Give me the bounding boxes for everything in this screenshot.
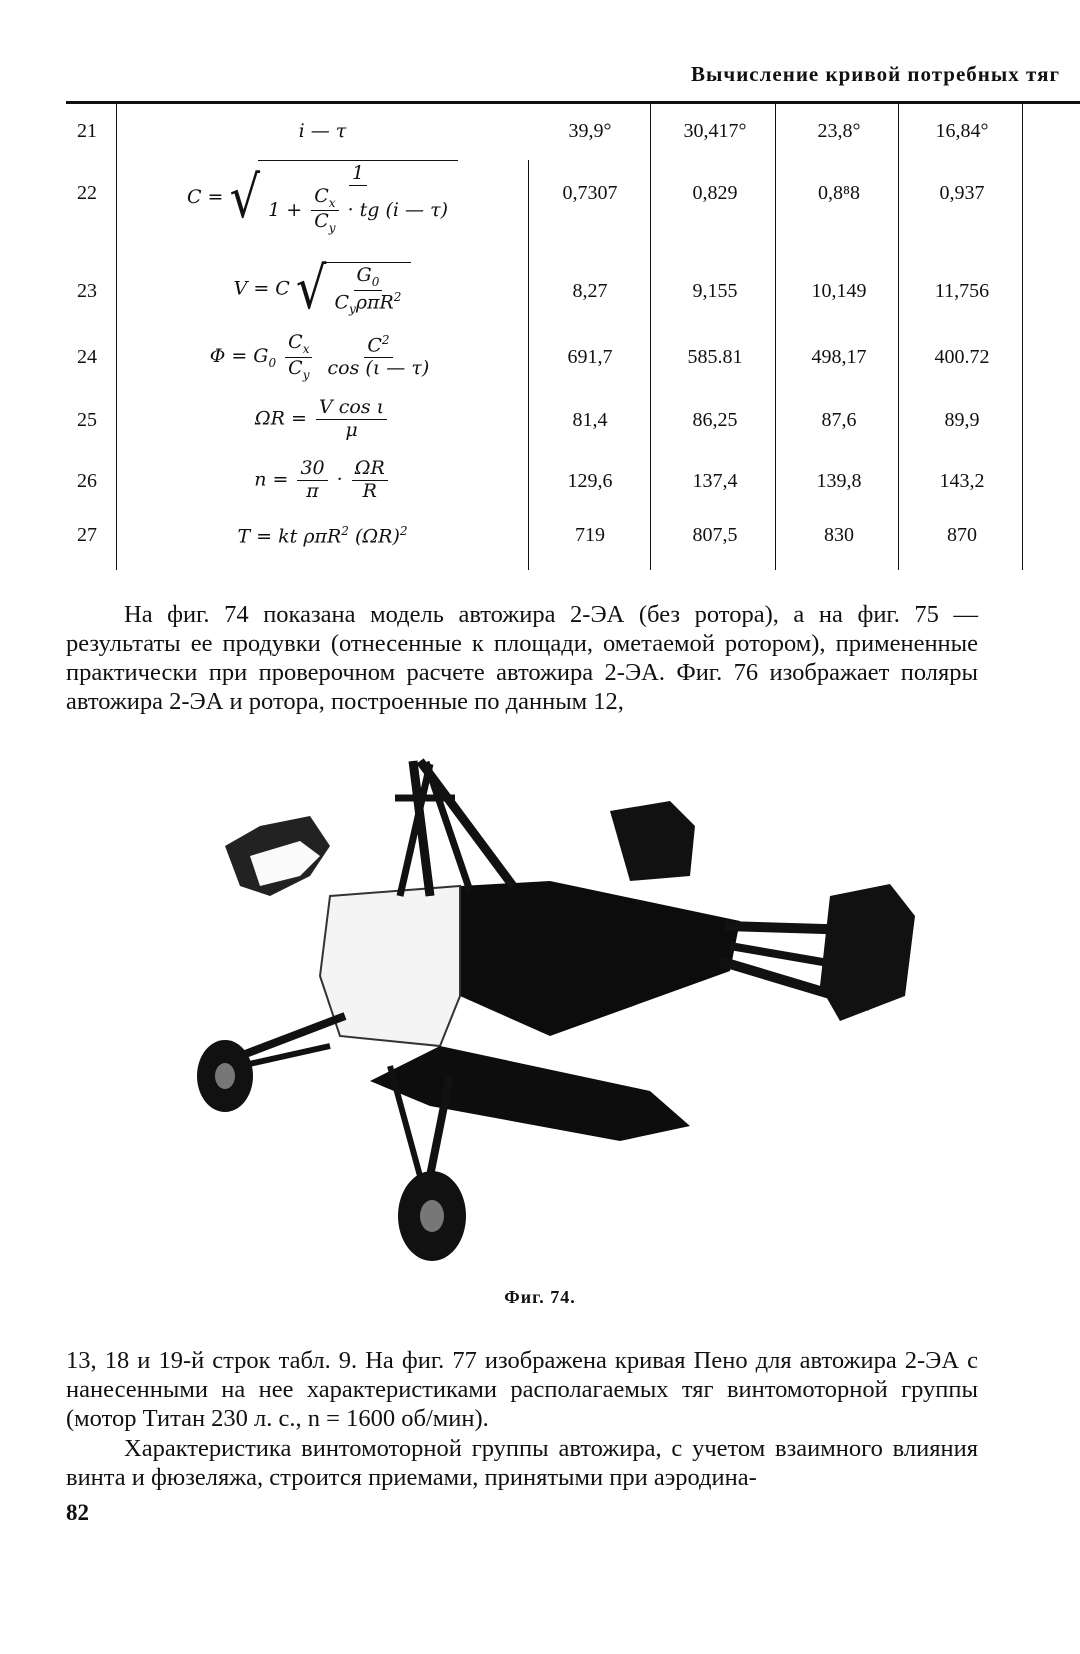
table-cell: 719: [575, 524, 605, 546]
body-paragraph: 13, 18 и 19-й строк табл. 9. На фиг. 77 изображена кривая Пено для автожира 2-ЭА с нанесенными на нее характеристиками располагаемых тяг винтомоторной группы (мотор Титан 230 л. с., n = 1600 об/мин).: [66, 1347, 978, 1432]
table-column-rule: [898, 104, 899, 570]
body-paragraph: Характеристика винтомоторной группы автожира, с учетом взаимного влияния винта и фюзеляжа, строится приемами, принятыми при аэродина-: [66, 1435, 978, 1491]
running-head: Вычисление кривой потребных тяг: [690, 62, 1060, 86]
fuselage: [460, 881, 740, 1036]
row-formula: ΩR = $\frac{\text{V cos ι}}{\mu}$: [120, 397, 525, 442]
table-cell: 9,155: [692, 280, 738, 302]
table-cell: 16,84°: [935, 120, 989, 142]
row-formula: T = kt ρπR$^2$ $(\Omega R)^2$: [237, 524, 408, 548]
row-formula: i — τ: [298, 120, 347, 142]
row-number: 22: [77, 182, 97, 204]
table-cell: 137,4: [692, 470, 738, 492]
table-cell: 0,937: [939, 182, 985, 204]
table-column-rule: [528, 160, 529, 570]
table-cell: 89,9: [944, 409, 980, 431]
table-cell: 81,4: [572, 409, 608, 431]
table-cell: 498,17: [811, 346, 867, 368]
autogyro-model-photo: [130, 746, 950, 1276]
wing: [370, 1046, 690, 1141]
table-cell: 400.72: [934, 346, 990, 368]
table-cell: 11,756: [934, 280, 990, 302]
table-cell: 23,8°: [817, 120, 861, 142]
table-cell: 10,149: [811, 280, 867, 302]
figure-caption: Фиг. 74.: [504, 1287, 576, 1307]
table-cell: 0,829: [692, 182, 738, 204]
row-number: 27: [77, 524, 97, 546]
table-cell: 139,8: [816, 470, 862, 492]
table-cell: 830: [824, 524, 854, 546]
row-number: 25: [77, 409, 97, 431]
row-formula: C = √ 1 1 + $\frac{C_x}{C_y}$ · tg (i — τ): [120, 160, 525, 236]
row-formula: V = C √ $\frac{G_0}{C_y\rho\pi R^2}$: [120, 262, 525, 317]
table-cell: 0,7307: [562, 182, 618, 204]
table-cell: 39,9°: [568, 120, 612, 142]
table-top-rule: [66, 101, 1080, 104]
table-cell: 807,5: [692, 524, 738, 546]
tail-rudder: [820, 884, 915, 1021]
table-column-rule: [775, 104, 776, 570]
table-cell: 870: [947, 524, 977, 546]
table-column-rule: [650, 104, 651, 570]
row-number: 24: [77, 346, 97, 368]
row-number: 21: [77, 120, 97, 142]
table-cell: 143,2: [939, 470, 985, 492]
table-cell: 86,25: [692, 409, 738, 431]
table-cell: 30,417°: [683, 120, 747, 142]
table-cell: 129,6: [567, 470, 613, 492]
table-column-rule: [116, 104, 117, 570]
row-number: 23: [77, 280, 97, 302]
table-cell: 8,27: [572, 280, 608, 302]
table-cell: 0,8⁸8: [818, 182, 860, 204]
table-cell: 691,7: [567, 346, 613, 368]
fuselage-nose: [320, 886, 460, 1046]
row-formula: n = $\frac{30}{\pi}$ · $\frac{\Omega R}{R}$: [120, 458, 525, 503]
table-cell: 87,6: [821, 409, 857, 431]
tail-fin-upper: [610, 801, 695, 881]
row-number: 26: [77, 470, 97, 492]
page-number: 82: [66, 1500, 89, 1525]
table-column-rule: [1022, 104, 1023, 570]
body-paragraph: На фиг. 74 показана модель автожира 2-ЭА (без ротора), а на фиг. 75 — результаты ее продувки (отнесенные к площади, ометаемой ротором), примененные практически при проверочном расчете автожира 2-ЭА. Фиг. 76 изображает поляры автожира 2-ЭА и ротора, построенные по данным 12,: [66, 601, 978, 715]
row-formula: $\Phi = G_0$ $\frac{C_x}{C_y}$ $\frac{C^2}{\cos (\iota — \tau)}$: [209, 331, 430, 382]
table-cell: 585.81: [687, 346, 743, 368]
